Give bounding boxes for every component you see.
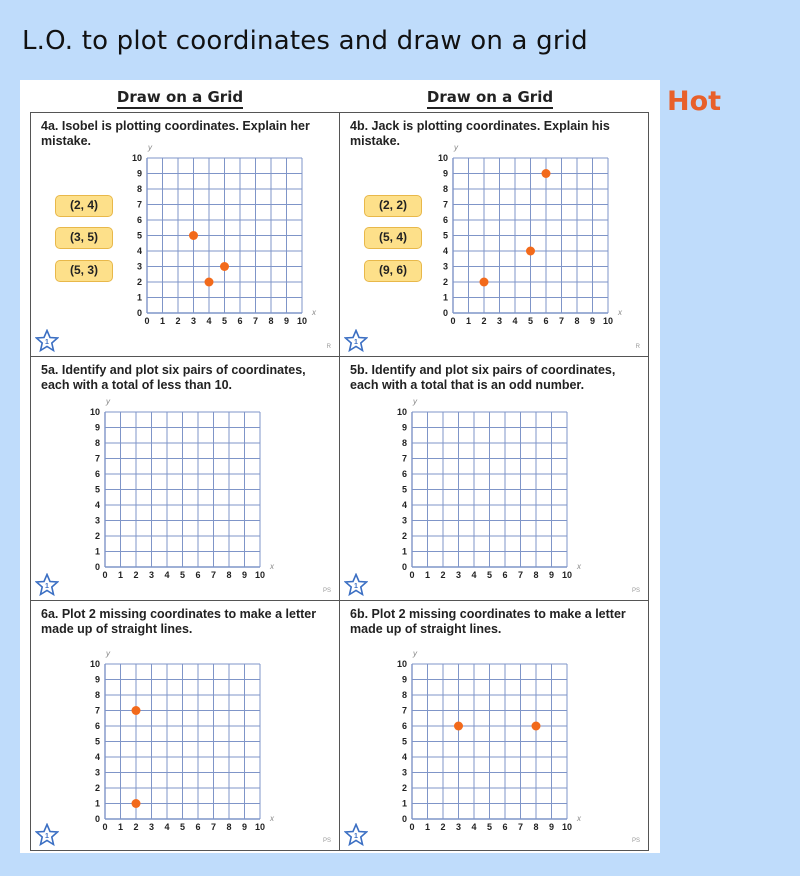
- x-axis-label: x: [312, 308, 316, 317]
- x-tick-label: 8: [574, 316, 580, 326]
- x-tick-label: 4: [512, 316, 518, 326]
- y-tick-label: 2: [136, 277, 142, 287]
- question-4b: [339, 112, 649, 357]
- svg-text:1: 1: [354, 583, 358, 590]
- x-tick-label: 10: [296, 316, 308, 326]
- svg-text:1: 1: [45, 833, 49, 840]
- x-tick-label: 6: [543, 316, 549, 326]
- question-text: 5a. Identify and plot six pairs of coordinates, each with a total of less than 10.: [41, 363, 306, 392]
- x-tick-label: 9: [241, 570, 248, 580]
- y-tick-label: 6: [136, 215, 142, 225]
- y-tick-label: 9: [401, 674, 407, 685]
- y-axis-label: y: [148, 143, 152, 152]
- y-tick-label: 10: [396, 407, 407, 417]
- y-tick-label: 6: [94, 721, 100, 731]
- svg-text:1: 1: [354, 339, 358, 346]
- y-tick-label: 3: [94, 767, 100, 778]
- y-tick-label: 10: [89, 407, 100, 417]
- x-tick-label: 5: [179, 570, 186, 580]
- x-tick-label: 1: [117, 822, 124, 832]
- y-tick-label: 7: [94, 453, 100, 464]
- x-axis-label: x: [270, 814, 274, 823]
- x-tick-label: 0: [102, 570, 108, 580]
- y-tick-label: 2: [401, 783, 407, 793]
- y-tick-label: 4: [401, 752, 407, 762]
- y-tick-label: 6: [401, 469, 407, 479]
- star-icon: [344, 573, 368, 597]
- x-tick-label: 10: [254, 822, 266, 832]
- x-tick-label: 9: [241, 822, 248, 832]
- coordinate-card: (5, 3): [55, 260, 113, 282]
- x-tick-label: 7: [517, 822, 524, 832]
- star-icon: [35, 573, 59, 597]
- y-tick-label: 4: [401, 500, 407, 510]
- y-tick-label: 4: [94, 752, 100, 762]
- y-tick-label: 7: [401, 453, 407, 464]
- footer-mark: PS: [322, 588, 331, 594]
- x-tick-label: 1: [117, 570, 124, 580]
- y-tick-label: 5: [94, 736, 100, 747]
- y-tick-label: 7: [442, 199, 448, 210]
- y-tick-label: 8: [442, 184, 448, 194]
- y-tick-label: 3: [442, 261, 448, 272]
- y-tick-label: 10: [89, 659, 100, 669]
- y-tick-label: 9: [442, 168, 448, 179]
- x-tick-label: 0: [409, 570, 415, 580]
- x-tick-label: 9: [283, 316, 290, 326]
- y-tick-label: 8: [94, 690, 100, 700]
- x-tick-label: 10: [561, 570, 573, 580]
- y-axis-label: y: [454, 143, 458, 152]
- x-tick-label: 4: [471, 570, 477, 580]
- x-tick-label: 3: [455, 822, 462, 832]
- x-tick-label: 2: [175, 316, 181, 326]
- y-tick-label: 6: [94, 469, 100, 479]
- y-tick-label: 1: [94, 798, 100, 809]
- question-text: 4a. Isobel is plotting coordinates. Explain her mistake.: [41, 119, 310, 148]
- y-tick-label: 3: [94, 515, 100, 526]
- y-tick-label: 7: [94, 705, 100, 716]
- x-tick-label: 0: [450, 316, 456, 326]
- question-4a: [30, 112, 340, 357]
- x-tick-label: 1: [465, 316, 472, 326]
- y-tick-label: 1: [401, 798, 407, 809]
- x-tick-label: 8: [533, 570, 539, 580]
- x-tick-label: 4: [206, 316, 212, 326]
- y-tick-label: 2: [94, 531, 100, 541]
- worksheet-heading-right: Draw on a Grid: [330, 88, 650, 106]
- x-tick-label: 3: [190, 316, 197, 326]
- question-grid: [30, 112, 648, 850]
- x-tick-label: 6: [195, 570, 201, 580]
- y-tick-label: 5: [442, 230, 448, 241]
- x-tick-label: 6: [237, 316, 243, 326]
- plotted-point: [480, 278, 489, 287]
- x-tick-label: 5: [486, 570, 493, 580]
- y-axis-label: y: [413, 397, 417, 406]
- y-tick-label: 0: [401, 562, 407, 572]
- x-tick-label: 9: [548, 570, 555, 580]
- y-tick-label: 3: [401, 767, 407, 778]
- star-icon: [35, 823, 59, 847]
- x-tick-label: 3: [496, 316, 503, 326]
- y-tick-label: 5: [401, 484, 407, 495]
- y-tick-label: 7: [136, 199, 142, 210]
- y-axis-label: y: [106, 649, 110, 658]
- question-6b: [339, 600, 649, 851]
- plotted-point: [132, 799, 141, 808]
- y-tick-label: 6: [442, 215, 448, 225]
- y-tick-label: 2: [94, 783, 100, 793]
- x-tick-label: 3: [148, 570, 155, 580]
- plotted-point: [205, 278, 214, 287]
- coordinate-grid: [340, 601, 649, 851]
- y-tick-label: 2: [401, 531, 407, 541]
- x-tick-label: 1: [424, 570, 431, 580]
- page-title: L.O. to plot coordinates and draw on a grid: [22, 26, 588, 56]
- x-tick-label: 8: [268, 316, 274, 326]
- x-tick-label: 2: [481, 316, 487, 326]
- y-tick-label: 9: [94, 422, 100, 433]
- star-icon: [344, 823, 368, 847]
- y-tick-label: 2: [442, 277, 448, 287]
- coordinate-grid: [340, 113, 649, 357]
- x-tick-label: 7: [252, 316, 259, 326]
- plotted-point: [454, 722, 463, 731]
- y-tick-label: 5: [136, 230, 142, 241]
- x-tick-label: 2: [133, 570, 139, 580]
- footer-mark: PS: [631, 838, 640, 844]
- x-tick-label: 7: [210, 570, 217, 580]
- y-tick-label: 1: [136, 292, 142, 303]
- y-tick-label: 9: [136, 168, 142, 179]
- y-tick-label: 9: [401, 422, 407, 433]
- x-tick-label: 6: [502, 570, 508, 580]
- y-tick-label: 0: [136, 308, 142, 318]
- coordinate-card: (3, 5): [55, 227, 113, 249]
- y-tick-label: 10: [131, 153, 142, 163]
- x-tick-label: 6: [195, 822, 201, 832]
- y-tick-label: 8: [94, 438, 100, 448]
- footer-mark: R: [326, 344, 331, 350]
- y-tick-label: 10: [396, 659, 407, 669]
- y-tick-label: 8: [136, 184, 142, 194]
- y-tick-label: 1: [94, 546, 100, 557]
- x-axis-label: x: [577, 562, 581, 571]
- y-tick-label: 4: [442, 246, 448, 256]
- x-tick-label: 10: [254, 570, 266, 580]
- question-text: 6a. Plot 2 missing coordinates to make a letter made up of straight lines.: [41, 607, 317, 636]
- x-tick-label: 7: [517, 570, 524, 580]
- star-icon: [344, 329, 368, 353]
- y-tick-label: 1: [442, 292, 448, 303]
- x-tick-label: 5: [179, 822, 186, 832]
- svg-text:1: 1: [354, 833, 358, 840]
- y-tick-label: 10: [437, 153, 448, 163]
- x-tick-label: 9: [589, 316, 596, 326]
- y-tick-label: 6: [401, 721, 407, 731]
- y-tick-label: 4: [94, 500, 100, 510]
- plotted-point: [220, 262, 229, 271]
- y-tick-label: 3: [401, 515, 407, 526]
- y-tick-label: 8: [401, 690, 407, 700]
- coordinate-card: (9, 6): [364, 260, 422, 282]
- y-tick-label: 0: [442, 308, 448, 318]
- coordinate-card: (2, 2): [364, 195, 422, 217]
- y-tick-label: 5: [401, 736, 407, 747]
- y-tick-label: 1: [401, 546, 407, 557]
- plotted-point: [526, 247, 535, 256]
- coordinate-grid: [31, 113, 340, 357]
- x-tick-label: 4: [164, 822, 170, 832]
- plotted-point: [132, 706, 141, 715]
- y-tick-label: 0: [94, 562, 100, 572]
- y-tick-label: 0: [94, 814, 100, 824]
- y-tick-label: 9: [94, 674, 100, 685]
- x-tick-label: 10: [602, 316, 614, 326]
- x-tick-label: 8: [226, 822, 232, 832]
- x-tick-label: 4: [471, 822, 477, 832]
- x-tick-label: 0: [144, 316, 150, 326]
- worksheet: [20, 80, 660, 853]
- question-5a: [30, 356, 340, 601]
- question-text: 4b. Jack is plotting coordinates. Explain his mistake.: [350, 119, 610, 148]
- question-5b: [339, 356, 649, 601]
- coordinate-card: (5, 4): [364, 227, 422, 249]
- footer-mark: PS: [322, 838, 331, 844]
- x-tick-label: 10: [561, 822, 573, 832]
- footer-mark: PS: [631, 588, 640, 594]
- y-axis-label: y: [413, 649, 417, 658]
- coordinate-grid: [31, 601, 340, 851]
- coordinate-grid: [340, 357, 649, 601]
- svg-text:1: 1: [45, 339, 49, 346]
- x-tick-label: 8: [226, 570, 232, 580]
- plotted-point: [542, 169, 551, 178]
- x-axis-label: x: [618, 308, 622, 317]
- x-tick-label: 7: [558, 316, 565, 326]
- coordinate-grid: [31, 357, 340, 601]
- x-tick-label: 3: [455, 570, 462, 580]
- coordinate-card: (2, 4): [55, 195, 113, 217]
- plotted-point: [189, 231, 198, 240]
- y-axis-label: y: [106, 397, 110, 406]
- x-tick-label: 5: [527, 316, 534, 326]
- x-axis-label: x: [577, 814, 581, 823]
- x-tick-label: 7: [210, 822, 217, 832]
- x-tick-label: 9: [548, 822, 555, 832]
- svg-text:1: 1: [45, 583, 49, 590]
- question-text: 5b. Identify and plot six pairs of coordinates, each with a total that is an odd number.: [350, 363, 616, 392]
- question-text: 6b. Plot 2 missing coordinates to make a letter made up of straight lines.: [350, 607, 626, 636]
- y-tick-label: 7: [401, 705, 407, 716]
- question-6a: [30, 600, 340, 851]
- star-icon: [35, 329, 59, 353]
- x-tick-label: 0: [409, 822, 415, 832]
- x-tick-label: 6: [502, 822, 508, 832]
- x-tick-label: 3: [148, 822, 155, 832]
- x-tick-label: 5: [486, 822, 493, 832]
- x-axis-label: x: [270, 562, 274, 571]
- footer-mark: R: [635, 344, 640, 350]
- worksheet-heading-left: Draw on a Grid: [20, 88, 340, 106]
- x-tick-label: 0: [102, 822, 108, 832]
- y-tick-label: 4: [136, 246, 142, 256]
- x-tick-label: 2: [440, 822, 446, 832]
- y-tick-label: 3: [136, 261, 142, 272]
- x-tick-label: 8: [533, 822, 539, 832]
- x-tick-label: 1: [159, 316, 166, 326]
- x-tick-label: 1: [424, 822, 431, 832]
- x-tick-label: 4: [164, 570, 170, 580]
- y-tick-label: 5: [94, 484, 100, 495]
- x-tick-label: 5: [221, 316, 228, 326]
- x-tick-label: 2: [440, 570, 446, 580]
- plotted-point: [532, 722, 541, 731]
- x-tick-label: 2: [133, 822, 139, 832]
- difficulty-tag: Hot: [667, 86, 722, 117]
- y-tick-label: 8: [401, 438, 407, 448]
- y-tick-label: 0: [401, 814, 407, 824]
